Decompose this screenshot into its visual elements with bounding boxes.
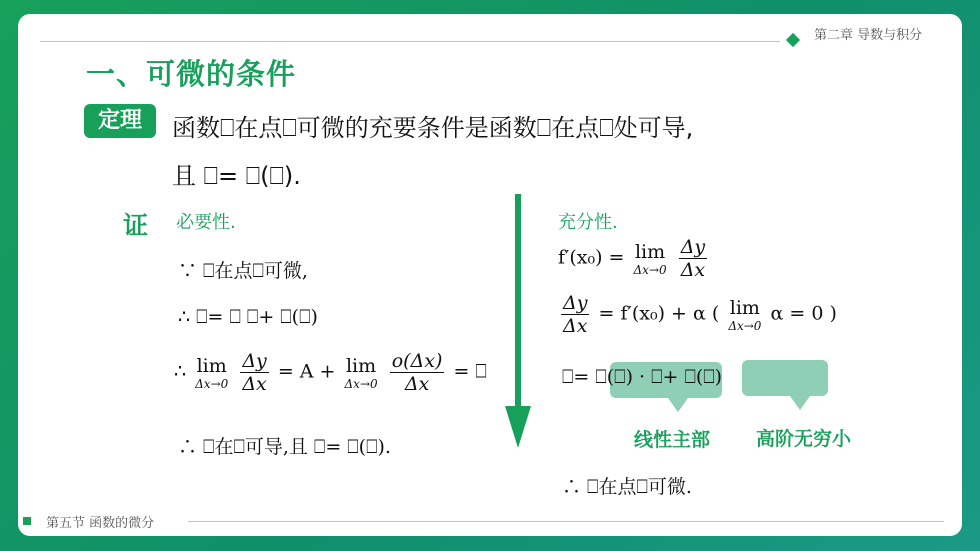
limit-operator: lim Δx→0: [195, 354, 229, 391]
slide-canvas: [18, 14, 962, 536]
theorem-statement: 函数⎕在点⎕可微的充要条件是函数⎕在点⎕处可导,: [172, 114, 694, 142]
chapter-label: 第二章 导数与积分: [814, 28, 923, 43]
footer-section-label: 第五节 函数的微分: [46, 516, 155, 531]
bubble-tail-2: [790, 396, 810, 410]
theorem-badge: 定理: [84, 104, 156, 138]
arrow-down-icon: [515, 194, 521, 409]
header-divider: [40, 41, 780, 42]
necessity-line-2: ∴ ⎕= ⎕ ⎕+ ⎕(⎕): [178, 306, 318, 328]
sufficiency-line-3: ⎕= ⎕(⎕) · ⎕+ ⎕(⎕): [562, 366, 723, 388]
footer-square-icon: [23, 517, 31, 525]
higher-order-bubble: [742, 360, 828, 396]
sufficiency-label: 充分性.: [558, 212, 618, 233]
necessity-limit-line: [174, 350, 487, 395]
necessity-conclusion: ∴ ⎕在⎕可导,且 ⎕= ⎕(⎕).: [178, 436, 391, 458]
section-title: 一、可微的条件: [86, 57, 297, 91]
sufficiency-line-1: f′(x₀) = lim Δx→0 $\frac{\Delta y}{\Delta x}$: [558, 236, 706, 281]
higher-order-label: 高阶无穷小: [756, 428, 852, 450]
bubble-tail-1: [668, 398, 688, 412]
limit-operator-3: lim Δx→0: [633, 240, 667, 277]
theorem-condition: 且 ⎕= ⎕(⎕).: [172, 162, 301, 190]
fraction-dy-dx-2: $\frac{\Delta y}{\Delta x}$: [680, 236, 706, 281]
linear-part-label: 线性主部: [634, 429, 711, 451]
fraction-o-dx: $\frac{o(\Delta x)}{\Delta x}$: [391, 350, 443, 395]
therefore-symbol: ∴: [174, 360, 187, 383]
diamond-icon: [786, 33, 800, 47]
proof-badge: 证: [123, 211, 149, 240]
arrow-head-icon: [505, 406, 531, 448]
footer-divider: [188, 521, 944, 522]
fraction-dy-dx: $\frac{\Delta y}{\Delta x}$: [242, 350, 267, 395]
sufficiency-conclusion: ∴ ⎕在点⎕可微.: [562, 476, 692, 498]
sufficiency-line-2: $\frac{\Delta y}{\Delta x}$ = f′(x₀) + α ( lim Δx→0 α = 0 ): [563, 292, 837, 337]
limit-operator-4: lim Δx→0: [728, 296, 762, 333]
equals-a-plus: = A +: [277, 360, 336, 383]
fraction-dy-dx-3: $\frac{\Delta y}{\Delta x}$: [563, 292, 588, 337]
necessity-label: 必要性.: [176, 212, 236, 233]
limit-result: = ⎕: [453, 360, 487, 383]
limit-operator-2: lim Δx→0: [344, 354, 378, 391]
necessity-line-1: ∵ ⎕在点⎕可微,: [178, 260, 308, 282]
